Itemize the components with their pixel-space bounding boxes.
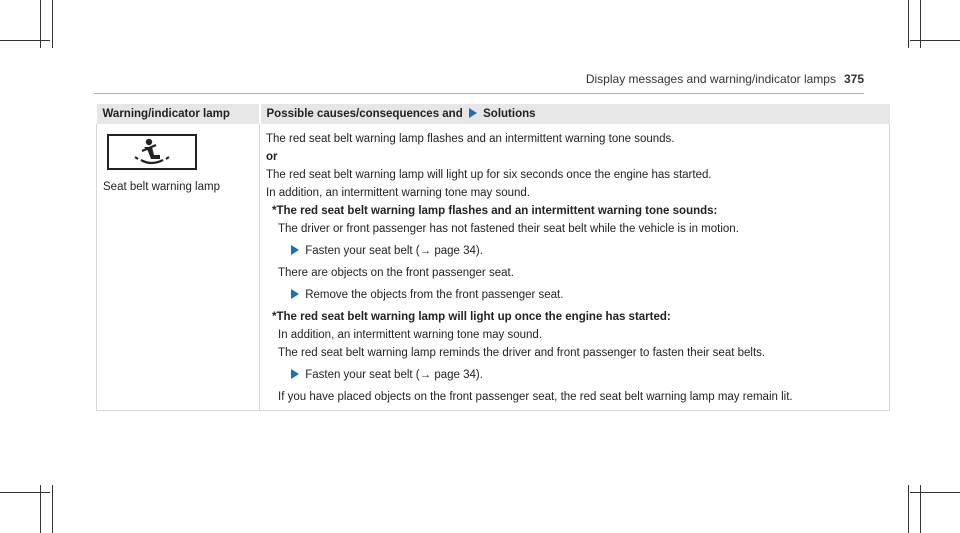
text-line: The red seat belt warning lamp reminds the driver and front passenger to fasten their seat belts. (278, 347, 766, 359)
text-line: The red seat belt warning lamp flashes and an intermittent warning tone sounds. (266, 133, 675, 145)
text-line: The red seat belt warning lamp will light up for six seconds once the engine has started. (266, 169, 712, 181)
action-step (266, 286, 883, 304)
text-line: If you have placed objects on the front passenger seat, the red seat belt warning lamp may remain lit. (278, 391, 793, 403)
page-number: 375 (843, 72, 864, 86)
arrow-right-icon (291, 289, 299, 299)
action-step (266, 366, 883, 384)
crop-mark (0, 492, 50, 493)
crop-mark (908, 485, 909, 533)
text-line-or: or (266, 151, 278, 163)
arrow-right-icon (469, 108, 477, 118)
seat-belt-icon (107, 134, 197, 170)
crop-mark (908, 0, 909, 48)
header-rule (94, 93, 864, 94)
action-step (266, 242, 883, 260)
crop-mark (52, 0, 53, 48)
column-header-solutions (260, 104, 890, 124)
warning-lamp-table (96, 104, 890, 411)
crop-mark (0, 40, 50, 41)
lamp-name: Seat belt warning lamp (103, 181, 220, 193)
header-causes-label: Possible causes/consequences and (266, 108, 463, 120)
action-text: Fasten your seat belt (→ page 34). (305, 245, 483, 257)
crop-mark (52, 485, 53, 533)
action-text: Fasten your seat belt (→ page 34). (305, 369, 483, 381)
text-line: In addition, an intermittent warning tone may sound. (266, 187, 531, 199)
text-line: There are objects on the front passenger seat. (278, 267, 514, 279)
solutions-cell (260, 124, 890, 411)
text-line: The driver or front passenger has not fastened their seat belt while the vehicle is in motion. (278, 223, 739, 235)
crop-mark (910, 492, 960, 493)
subheading: *The red seat belt warning lamp flashes and an intermittent warning tone sounds: (272, 205, 718, 217)
subheading: *The red seat belt warning lamp will light up once the engine has started: (272, 311, 671, 323)
header-solutions-label: Solutions (483, 108, 536, 120)
text-line: In addition, an intermittent warning tone may sound. (278, 329, 543, 341)
action-text: Remove the objects from the front passenger seat. (305, 289, 564, 301)
lamp-cell (97, 124, 260, 411)
section-title: Display messages and warning/indicator lamps (585, 72, 836, 86)
table-header-row (97, 104, 890, 124)
arrow-right-icon (291, 369, 299, 379)
crop-mark (910, 40, 960, 41)
arrow-right-icon (291, 245, 299, 255)
table-row (97, 124, 890, 411)
column-header-lamp: Warning/indicator lamp (97, 104, 260, 124)
page-header (586, 72, 864, 86)
